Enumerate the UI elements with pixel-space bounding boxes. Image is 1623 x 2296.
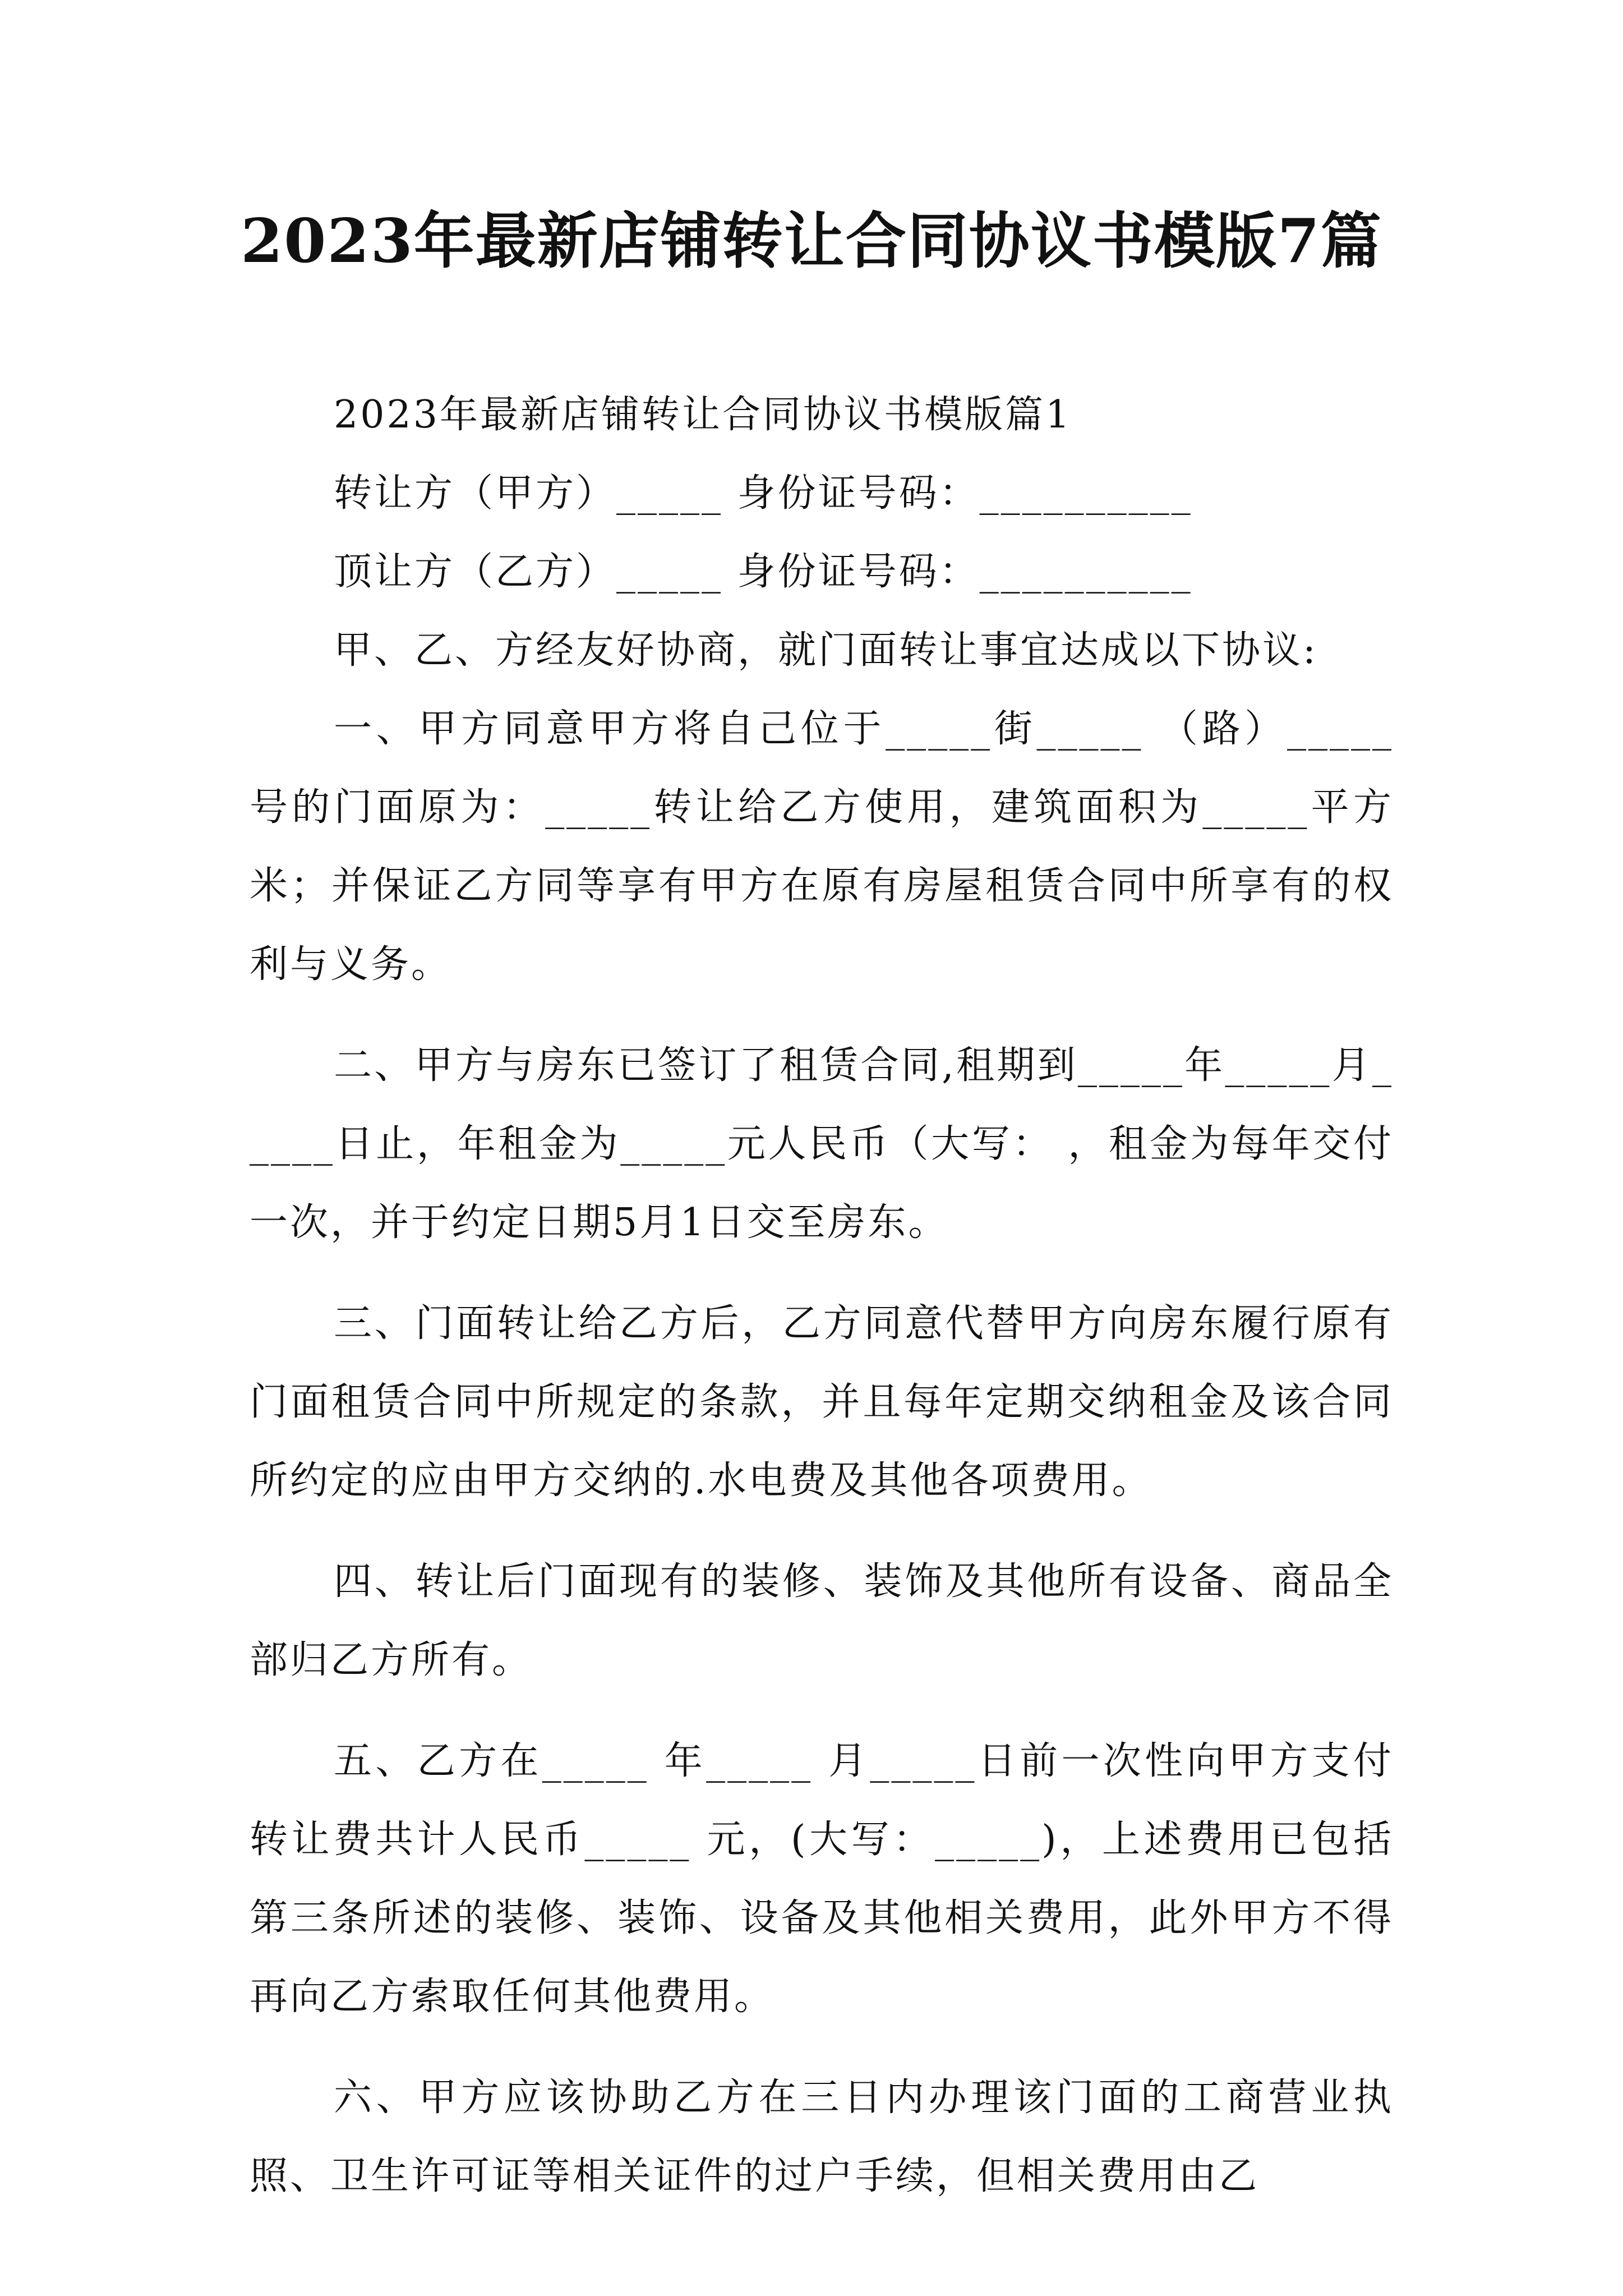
agreement-intro: 甲、乙、方经友好协商，就门面转让事宜达成以下协议: bbox=[334, 628, 1318, 673]
transferor-line: 转让方（甲方）_____ 身份证号码：__________ bbox=[334, 471, 1193, 516]
document-title: 2023年最新店铺转让合同协议书模版7篇 bbox=[241, 206, 1382, 277]
clause-2: 二、甲方与房东已签订了租赁合同,租期到_____年_____月_____日止，年租金为_____元人民币（大写： ，租金为每年交付一次，并于约定日期5月1日交至房东。 bbox=[250, 1043, 1394, 1245]
section-heading: 2023年最新店铺转让合同协议书模版篇1 bbox=[334, 393, 1072, 437]
clause-5: 五、乙方在_____ 年_____ 月_____日前一次性向甲方支付转让费共计人民币_____ 元，(大写：_____)，上述费用已包括第三条所述的装修、装饰、设备及其他相关费用，此外甲方不得再向乙方索取任何其他费用。 bbox=[250, 1739, 1394, 2019]
transferee-line: 顶让方（乙方）_____ 身份证号码：__________ bbox=[334, 550, 1193, 594]
clause-4: 四、转让后门面现有的装修、装饰及其他所有设备、商品全部归乙方所有。 bbox=[250, 1559, 1394, 1682]
clause-3: 三、门面转让给乙方后，乙方同意代替甲方向房东履行原有门面租赁合同中所规定的条款，并且每年定期交纳租金及该合同所约定的应由甲方交纳的.水电费及其他各项费用。 bbox=[250, 1301, 1394, 1503]
clause-1: 一、甲方同意甲方将自己位于_____街_____ （路）_____号的门面原为：_____转让给乙方使用，建筑面积为_____平方米；并保证乙方同等享有甲方在原有房屋租赁合同中所享有的权利与义务。 bbox=[250, 707, 1394, 987]
clause-6: 六、甲方应该协助乙方在三日内办理该门面的工商营业执照、卫生许可证等相关证件的过户手续，但相关费用由乙 bbox=[250, 2076, 1394, 2198]
document-body bbox=[250, 376, 1394, 2216]
